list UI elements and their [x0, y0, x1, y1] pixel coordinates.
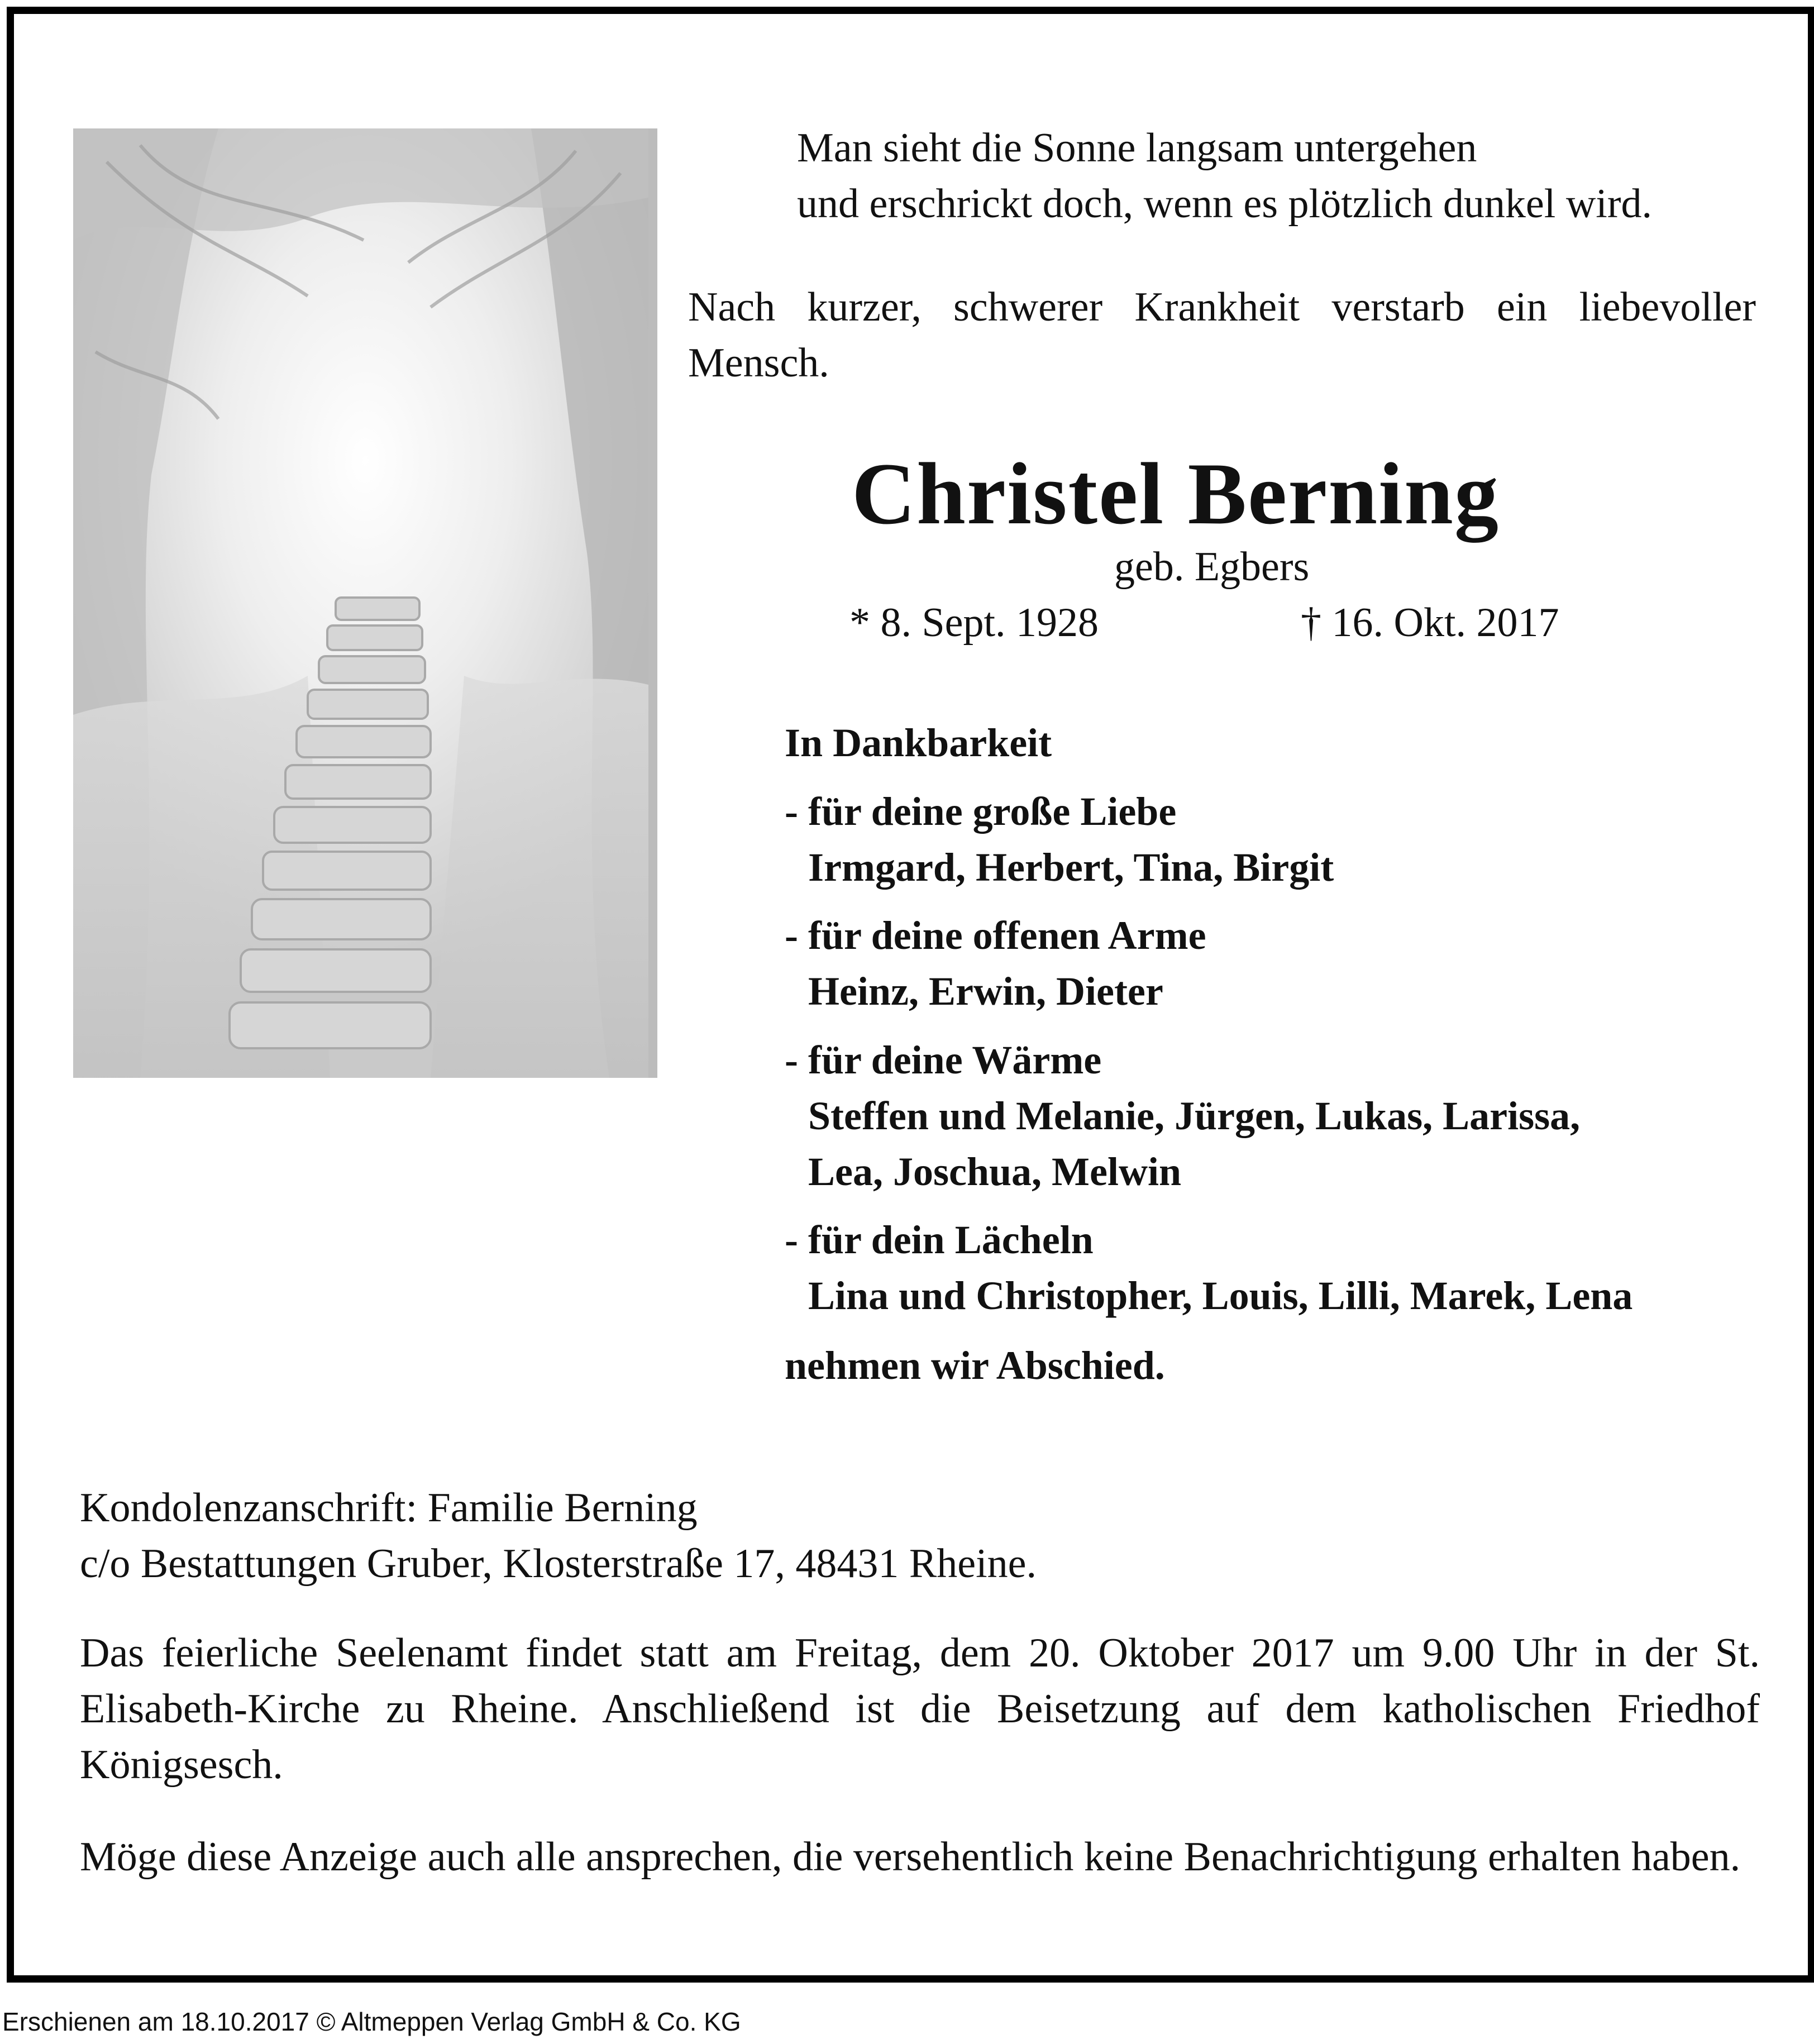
obituary-frame	[7, 7, 1814, 1983]
group-label: - für dein Lächeln	[785, 1217, 1094, 1262]
gratitude-heading: In Dankbarkeit	[785, 720, 1052, 765]
intro-text: Nach kurzer, schwerer Krankheit verstarb ein liebevoller Mensch.	[688, 284, 1756, 386]
deceased-name: Christel Berning	[852, 445, 1500, 543]
address-line: Kondolenzanschrift: Familie Berning	[80, 1485, 698, 1531]
motto-line: Man sieht die Sonne langsam untergehen	[797, 125, 1477, 171]
group-label: - für deine Wärme	[785, 1038, 1102, 1082]
farewell-text: nehmen wir Abschied.	[785, 1343, 1165, 1388]
service-info: Das feierliche Seelenamt findet statt am Freitag, dem 20. Oktober 2017 um 9.00 Uhr in der St. Elisabeth-Kirche zu Rheine. Anschließend ist die Beisetzung auf dem katholischen Friedhof Königsesch.	[80, 1630, 1760, 1788]
publication-footer: Erschienen am 18.10.2017 © Altmeppen Verlag GmbH & Co. KG	[2, 2007, 741, 2036]
group-names: Steffen und Melanie, Jürgen, Lukas, Larissa,	[808, 1093, 1581, 1138]
address-line: c/o Bestattungen Gruber, Klosterstraße 17, 48431 Rheine.	[80, 1541, 1037, 1587]
mourner-group	[785, 1212, 1632, 1324]
group-label: - für deine offenen Arme	[785, 913, 1206, 958]
condolence-address	[80, 1480, 1037, 1592]
forest-stairs-photo	[73, 128, 657, 1078]
mourner-group	[785, 1032, 1580, 1200]
mourner-group	[785, 908, 1206, 1019]
closing-note: Möge diese Anzeige auch alle ansprechen, die versehentlich keine Benachrichtigung erhalten haben.	[80, 1834, 1741, 1880]
death-date: † 16. Okt. 2017	[1301, 600, 1559, 646]
group-names: Heinz, Erwin, Dieter	[808, 969, 1163, 1014]
group-label: - für deine große Liebe	[785, 789, 1177, 834]
group-names: Lina und Christopher, Louis, Lilli, Marek, Lena	[808, 1273, 1633, 1318]
group-names: Lea, Joschua, Melwin	[808, 1149, 1182, 1194]
group-names: Irmgard, Herbert, Tina, Birgit	[808, 845, 1334, 890]
mourner-group	[785, 784, 1334, 895]
birth-date: * 8. Sept. 1928	[849, 600, 1099, 646]
motto-line: und erschrickt doch, wenn es plötzlich dunkel wird.	[797, 181, 1652, 227]
motto	[797, 120, 1652, 232]
birth-name: geb. Egbers	[1114, 544, 1310, 590]
